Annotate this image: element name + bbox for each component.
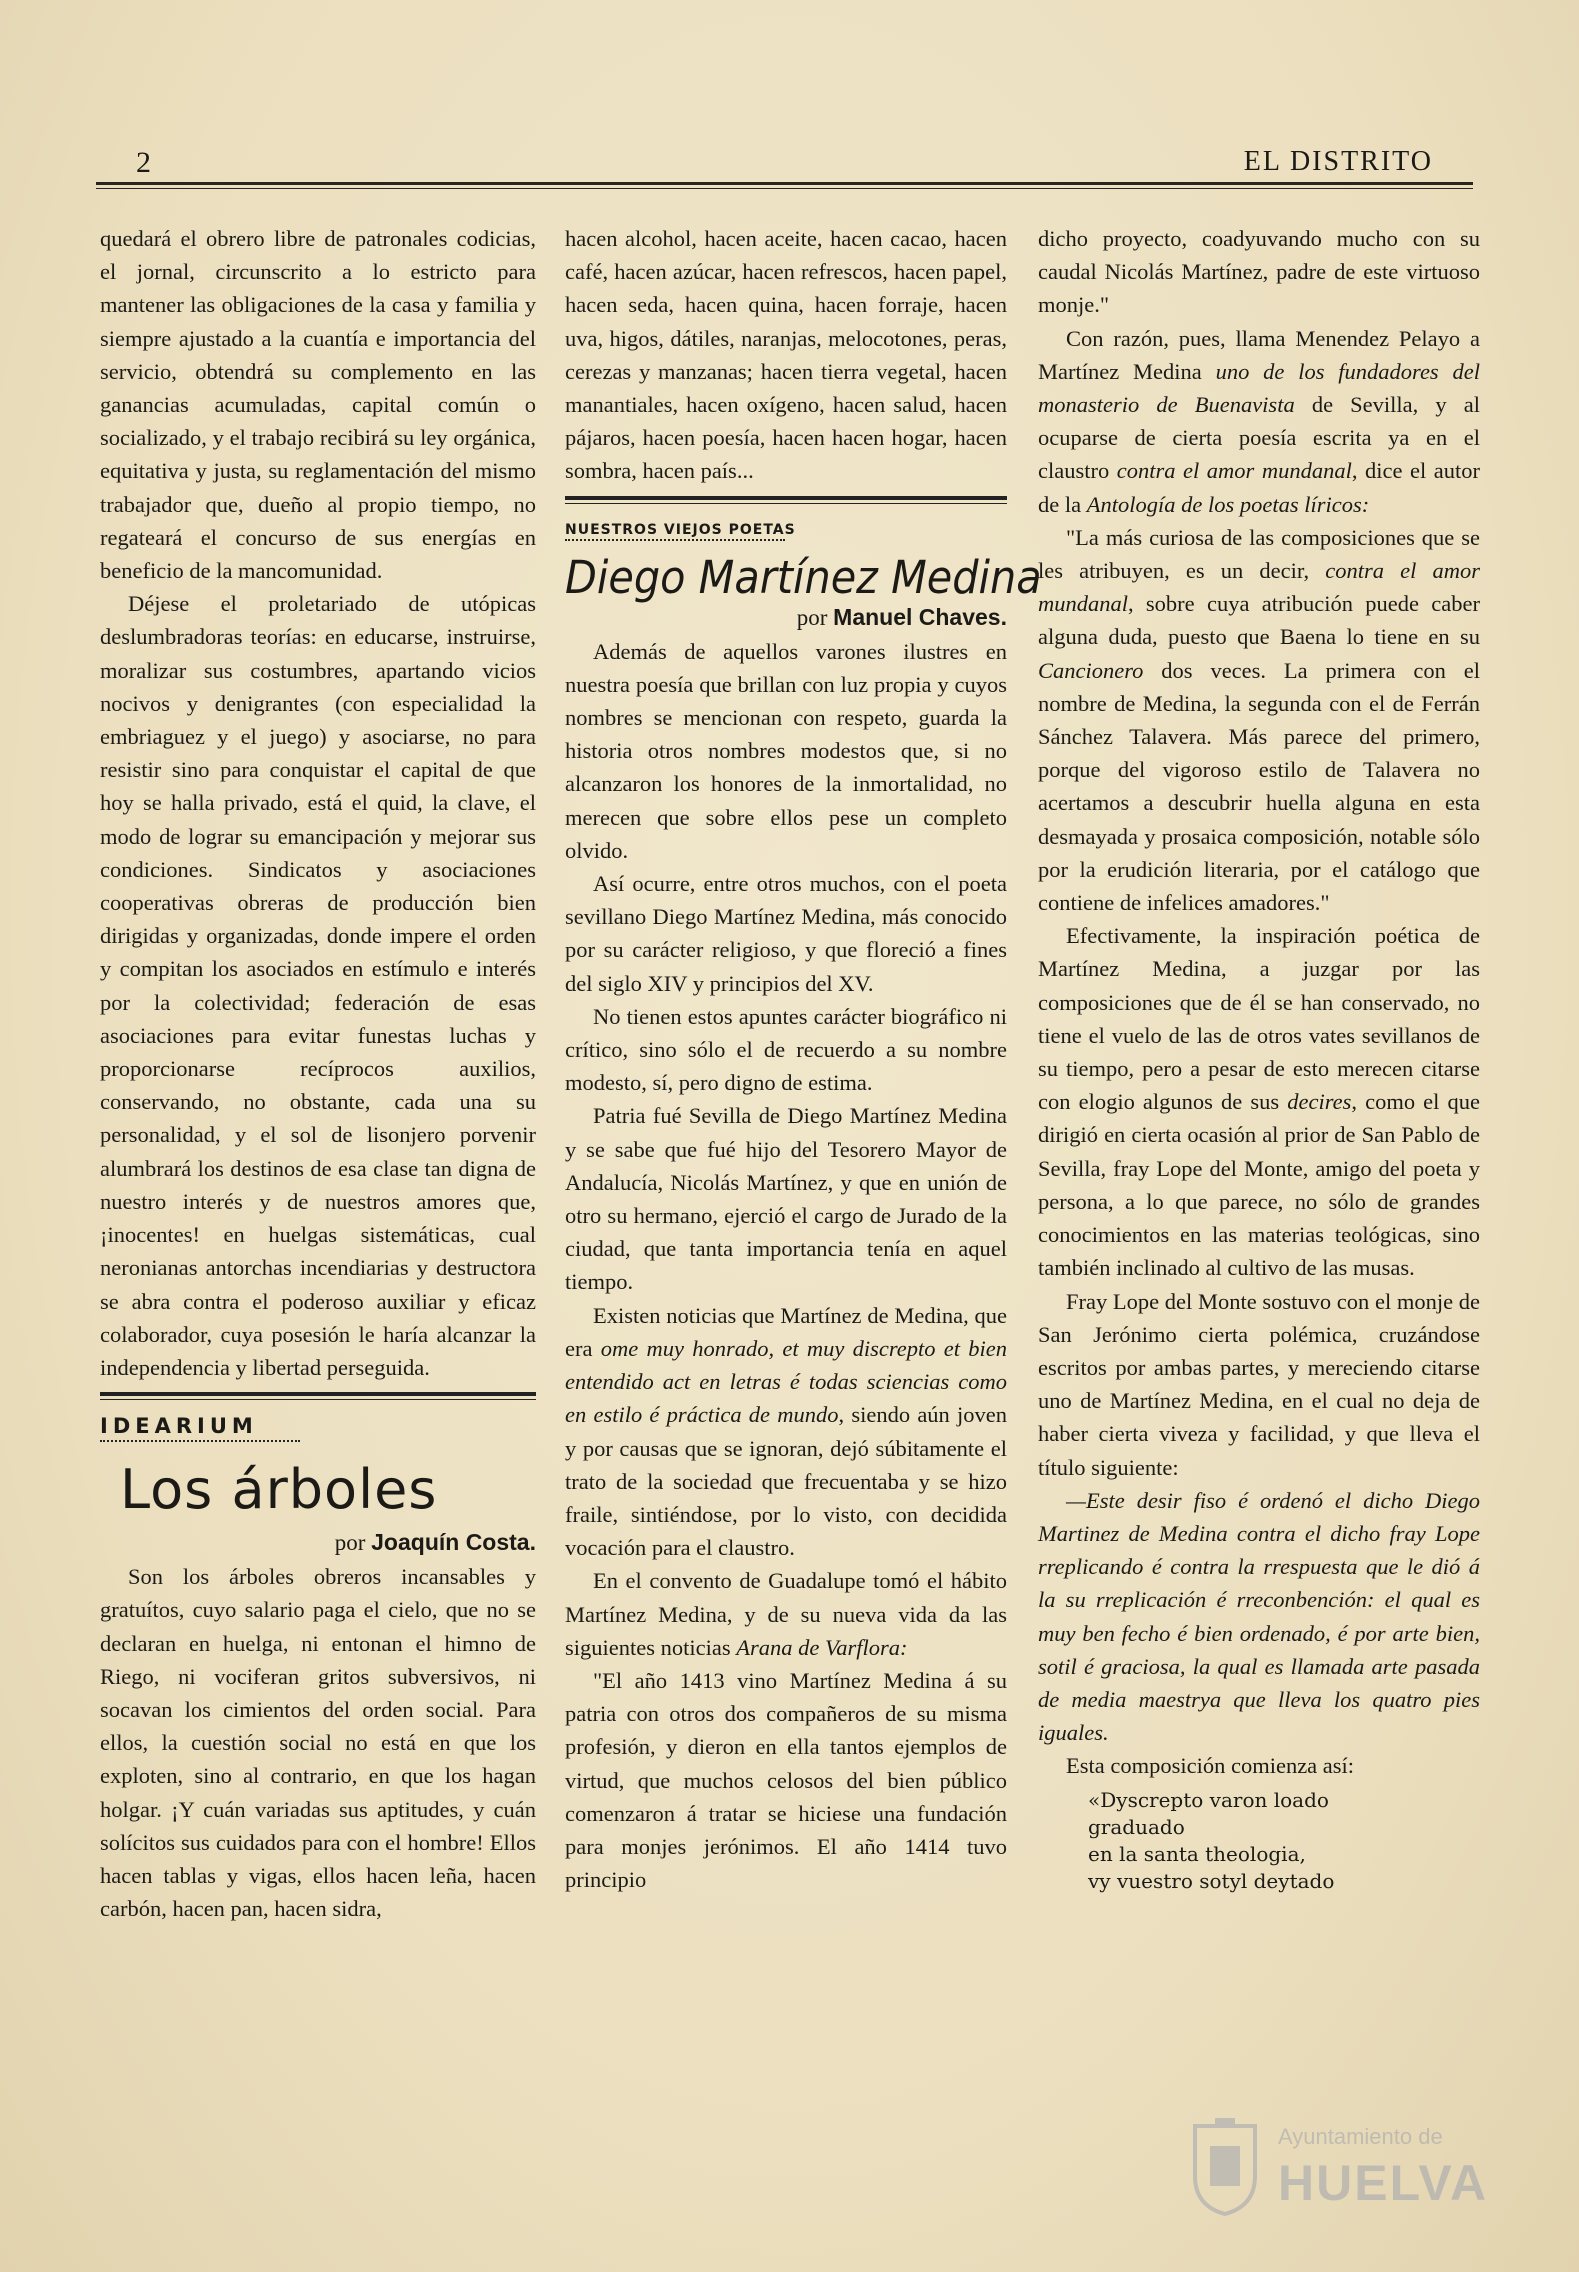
byline-author: Manuel Chaves. bbox=[833, 603, 1007, 630]
paragraph: Fray Lope del Monte sostuvo con el monje de San Jerónimo cierta polémica, cruzándose escritos por ambas partes, y mereciendo citarse uno de Martínez Medina, en el cual no deja de haber cierta viveza y facilidad, y que lleva el título siguiente: bbox=[1038, 1288, 1480, 1480]
paragraph: En el convento de Guadalupe tomó el hábito Martínez Medina, y de su nueva vida da las siguientes noticias Arana de Varflora: bbox=[565, 1568, 1007, 1660]
kicker-underline bbox=[565, 539, 785, 541]
byline-prefix: por bbox=[334, 1530, 366, 1556]
header-rule-thin bbox=[96, 188, 1473, 189]
byline-prefix: por bbox=[796, 604, 828, 630]
section-divider-thin bbox=[100, 1399, 536, 1400]
article-title: Diego Martínez Medina bbox=[565, 550, 1042, 604]
page-number: 2 bbox=[136, 146, 151, 179]
section-divider bbox=[565, 496, 1007, 500]
coat-of-arms-icon bbox=[1190, 2116, 1260, 2216]
paragraph: hacen alcohol, hacen aceite, hacen cacao, hacen café, hacen azúcar, hacen refrescos, hacen papel, hacen seda, hacen quina, hacen forraje, hacen uva, higos, dátiles, naranjas, melocotones, peras, cerezas y manzanas; hacen tierra vegetal, hacen manantiales, hacen oxígeno, hacen salud, hacen pájaros, hacen poesía, hacen hacen hogar, hacen sombra, hacen país... bbox=[565, 226, 1007, 484]
page-header bbox=[96, 142, 1473, 186]
watermark-line2: HUELVA bbox=[1278, 2155, 1489, 2211]
paragraph: Son los árboles obreros incansables y gratuítos, cuyo salario paga el cielo, que no se declaran en huelga, ni entonan el himno de Riego, ni vociferan gritos subversivos, ni socavan los cimientos del orden social. Para ellos, la cuestión social no está en que los exploten, sino al contrario, en que los hagan holgar. ¡Y cuán variadas sus aptitudes, y cuán solícitos sus cuidados para con el hombre! Ellos hacen tablas y vigas, ellos hacen leña, hacen carbón, hacen pan, hacen sidra, bbox=[100, 1564, 536, 1922]
section-label-underline bbox=[100, 1440, 300, 1442]
header-rule bbox=[96, 182, 1473, 185]
section-kicker: NUESTROS VIEJOS POETAS bbox=[565, 521, 796, 538]
paragraph: Con razón, pues, llama Menendez Pelayo a Martínez Medina uno de los fundadores del monasterio de Buenavista de Sevilla, y al ocuparse de cierta poesía escrita ya en el claustro contra el amor mundanal, dice el autor de la Antología de los poetas líricos: bbox=[1038, 325, 1481, 517]
byline-author: Joaquín Costa. bbox=[371, 1529, 536, 1556]
column-2 bbox=[565, 222, 1042, 1896]
verse-line: vy vuestro sotyl deytado bbox=[1088, 1868, 1335, 1893]
section-divider-thin bbox=[565, 503, 1007, 504]
paragraph: Además de aquellos varones ilustres en nuestra poesía que brillan con luz propia y cuyos nombres se mencionan con respeto, guarda la historia otros nombres modestos que, si no alcanzaron los honores de la inmortalidad, no merecen que sobre ellos pese un completo olvido. bbox=[565, 638, 1007, 863]
paragraph: No tienen estos apuntes carácter biográfico ni crítico, sino sólo el de recuerdo a su nombre modesto, sí, pero digno de estima. bbox=[565, 1003, 1007, 1096]
verse-line: «Dyscrepto varon loado bbox=[1088, 1787, 1329, 1812]
paragraph: Efectivamente, la inspiración poética de Martínez Medina, a juzgar por las composiciones que de él se han conservado, no tiene el vuelo de las de otros vates sevillanos de su tiempo, pero a pesar de esto merecen citarse con elogio algunos de sus decires, como el que dirigió en cierta ocasión al prior de San Pablo de Sevilla, fray Lope del Monte, amigo del poeta y persona, a lo que parece, no sólo de grandes conocimientos en las materias teológicas, sino también inclinado al cultivo de las musas. bbox=[1038, 923, 1480, 1281]
paragraph: "La más curiosa de las composiciones que se les atribuyen, es un decir, contra el amor mundanal, sobre cuya atribución puede caber alguna duda, puesto que Baena lo tiene en su Cancionero dos veces. La primera con el nombre de Medina, la segunda con el de Ferrán Sánchez Talavera. Más parece del primero, porque del vigoroso estilo de Talavera no acertamos a descubrir huella alguna en esta desmayada y prosaica composición, notable sólo por la erudición literaria, por el catálogo que contiene de infelices amadores." bbox=[1038, 524, 1480, 916]
watermark-line1: Ayuntamiento de bbox=[1278, 2124, 1443, 2149]
running-title: EL DISTRITO bbox=[1243, 146, 1433, 177]
paragraph: Así ocurre, entre otros muchos, con el poeta sevillano Diego Martínez Medina, más conocido por su carácter religioso, y que floreció a fines del siglo XIV y principios del XV. bbox=[565, 871, 1007, 996]
paragraph: Existen noticias que Martínez de Medina, que era ome muy honrado, et muy discrepto et bien entendido act en letras é todas sciencias como en estilo é práctica de mundo, siendo aún joven y por causas que se ignoran, dejó súbitamente el trato de la sociedad que frecuentaba y se hizo fraile, sintiéndose, por lo visto, con decidida vocación para el claustro. bbox=[565, 1302, 1008, 1561]
paragraph-italic-title: —Este desir fiso é ordenó el dicho Diego Martinez de Medina contra el dicho fray Lope rreplicando é contra la rrespuesta que le dió á la su rreplicación é rreconbención: el qual es muy ben fecho é bien ordenado, é por arte bien, sotil é graciosa, la qual es llamada arte pasada de media maestrya que lleva los quatro pies iguales. bbox=[1038, 1487, 1480, 1746]
column-3 bbox=[1038, 222, 1480, 1895]
paragraph: Déjese el proletariado de utópicas deslumbradoras teorías: en educarse, instruirse, moralizar sus costumbres, apartando vicios nocivos y denigrantes (con especialidad la embriaguez y el juego) y asociarse, no para resistir sino para conquistar el capital de que hoy se halla privado, está el quid, la clave, el modo de lograr su emancipación y mejorar sus condiciones. Sindicatos y asociaciones cooperativas obreras de producción bien dirigidas y organizadas, donde impere el orden y compitan los asociados en estímulo e interés por la colectividad; federación de esas asociaciones para evitar funestas luchas y proporcionarse recíprocos auxilios, conservando, no obstante, cada una su personalidad, y el sol de lisonjero porvenir alumbrará los destinos de esa clase tan digna de nuestro interés y de nuestros amores que, ¡inocentes! en huelgas sistemáticas, cual neronianas antorchas incendiarias y destructora se abra contra el poderoso auxiliar y eficaz colaborador, cuya posesión le haría alcanzar la independencia y libertad perseguida. bbox=[100, 591, 536, 1380]
watermark bbox=[1190, 2116, 1520, 2228]
paragraph: quedará el obrero libre de patronales codicias, el jornal, circunscrito a lo estricto para mantener las obligaciones de la casa y familia y siempre ajustado a la cuantía e importancia del servicio, obtendrá su complemento en las ganancias acumuladas, capital común o socializado, y el trabajo recibirá su ley orgánica, equitativa y justa, su reglamentación del mismo trabajador que, dueño al propio tiempo, no regateará el concurso de sus energías en beneficio de la mancomunidad. bbox=[100, 226, 536, 584]
paragraph: "El año 1413 vino Martínez Medina á su patria con otros dos compañeros de su misma profesión, y dieron en ella tantos ejemplos de virtud, que muchos celosos del bien público comenzaron á tratar se hiciese una fundación para monjes jerónimos. El año 1414 tuvo principio bbox=[565, 1667, 1007, 1893]
paragraph: Patria fué Sevilla de Diego Martínez Medina y se sabe que fué hijo del Tesorero Mayor de Andalucía, Nicolás Martínez, y que en unión de otro su hermano, ejerció el cargo de Jurado de la ciudad, que tanta importancia tenía en aquel tiempo. bbox=[565, 1103, 1007, 1295]
verse-line: en la santa theologia, bbox=[1088, 1841, 1306, 1866]
column-1 bbox=[100, 222, 536, 1925]
paragraph: Esta composición comienza así: bbox=[1066, 1753, 1355, 1779]
paragraph: dicho proyecto, coadyuvando mucho con su caudal Nicolás Martínez, padre de este virtuoso monje." bbox=[1038, 226, 1480, 318]
section-divider bbox=[100, 1392, 536, 1396]
article-title: Los árboles bbox=[120, 1458, 438, 1522]
section-label: IDEARIUM bbox=[100, 1414, 258, 1439]
verse-line: graduado bbox=[1088, 1814, 1185, 1839]
byline bbox=[565, 604, 1007, 631]
byline bbox=[100, 1529, 536, 1556]
verse-quote bbox=[1038, 1787, 1480, 1895]
